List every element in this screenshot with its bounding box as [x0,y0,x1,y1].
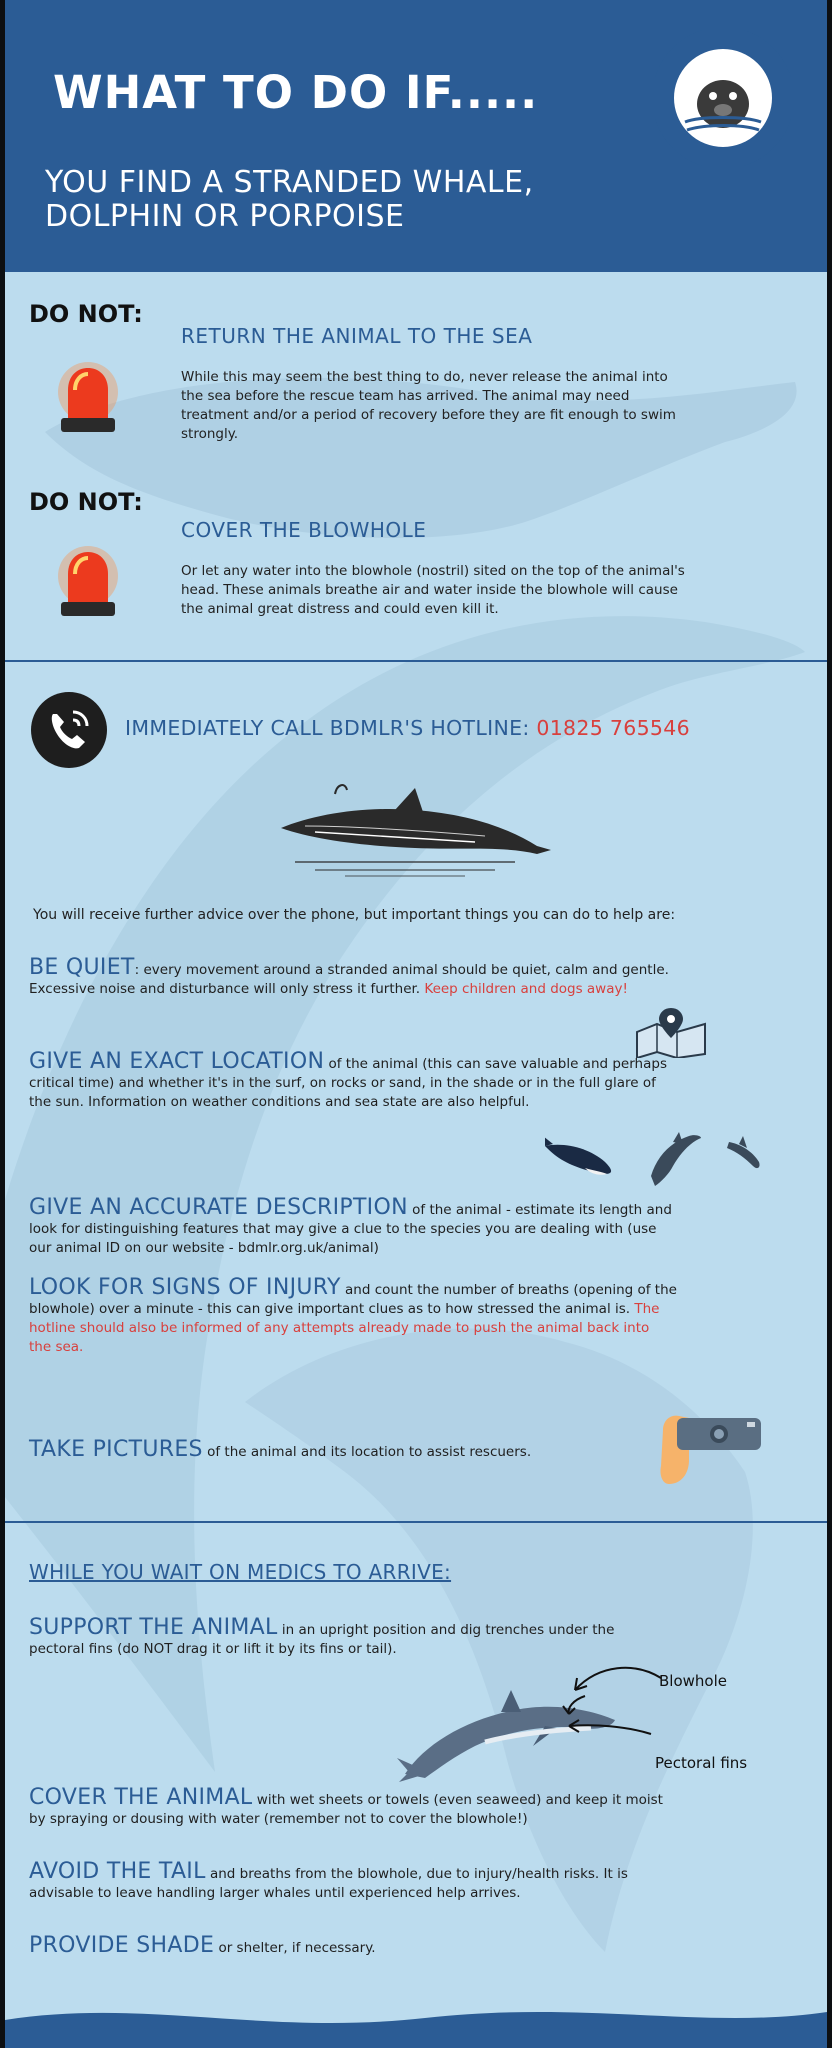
infographic-poster [5,0,827,2048]
tip-keyword: COVER THE ANIMAL [29,1785,253,1810]
tip-text: : every movement around a stranded animal should be quiet, calm and gentle. [134,962,669,978]
intro-text: You will receive further advice over the phone, but important things you can do to help are: [33,907,676,923]
pectoral-fins-label: Pectoral fins [655,1754,748,1772]
tip-line: the sun. Information on weather conditions and sea state are also helpful. [29,1094,530,1110]
do-not-label: DO NOT: [29,300,143,328]
dolphin-illustration [275,776,555,880]
tip-warning: hotline should also be informed of any attempts already made to push the animal back into [29,1320,650,1336]
tip-line: look for distinguishing features that may give a clue to the species you are dealing with (use [29,1221,657,1237]
tip-line: pectoral fins (do NOT drag it or lift it by its fins or tail). [29,1641,397,1657]
tip-line [29,1785,819,1810]
hotline-callout [125,716,690,740]
tip-line [29,1615,819,1640]
body-line: Or let any water into the blowhole (nostril) sited on the top of the animal's [181,563,685,579]
bottom-wave-decoration [5,1990,827,2048]
body-line: the animal great distress and could even kill it. [181,601,499,617]
tip-accurate-description [29,1195,819,1258]
cetacean-species-icons [545,1122,777,1196]
tip-provide-shade [29,1933,819,1958]
tip-line [29,1275,819,1300]
tip-keyword: GIVE AN ACCURATE DESCRIPTION [29,1195,408,1220]
tip-warning: The [634,1301,660,1317]
tip-line [29,980,819,999]
tip-keyword: TAKE PICTURES [29,1437,203,1462]
hotline-number[interactable]: 01825 765546 [536,716,690,740]
subtitle-line: DOLPHIN OR PORPOISE [45,199,405,234]
tip-text: or shelter, if necessary. [214,1940,376,1956]
tip-text: Excessive noise and disturbance will only stress it further. [29,981,425,997]
tip-keyword: SUPPORT THE ANIMAL [29,1615,278,1640]
tip-text: of the animal - estimate its length and [407,1202,672,1218]
tip-line [29,1195,819,1220]
header-banner [5,0,827,272]
tip-take-pictures [29,1437,669,1462]
hotline-label: IMMEDIATELY CALL BDMLR'S HOTLINE: [125,716,537,740]
body-line: strongly. [181,426,239,442]
tip-line [29,1049,819,1074]
bdmlr-logo [655,30,791,166]
tip-line: our animal ID on our website - bdmlr.org.uk/animal) [29,1240,379,1256]
tip-line: by spraying or dousing with water (remember not to cover the blowhole!) [29,1811,528,1827]
tip-line: advisable to leave handling larger whales until experienced help arrives. [29,1885,521,1901]
body-line: While this may seem the best thing to do, never release the animal into [181,369,668,385]
section-divider [5,660,827,662]
subtitle-line: YOU FIND A STRANDED WHALE, [45,165,534,200]
body-line: head. These animals breathe air and water inside the blowhole will cause [181,582,678,598]
tip-warning: Keep children and dogs away! [424,981,628,997]
tip-keyword: LOOK FOR SIGNS OF INJURY [29,1275,341,1300]
do-not-body [181,562,811,619]
section-divider [5,1521,827,1523]
do-not-label: DO NOT: [29,488,143,516]
tip-text: and count the number of breaths (opening of the [340,1282,677,1298]
tip-text: of the animal (this can save valuable and perhaps [324,1056,667,1072]
body-line: the sea before the rescue team has arrived. The animal may need [181,388,630,404]
page-title: WHAT TO DO IF..... [53,66,539,119]
tip-line [29,1859,819,1884]
tip-text: of the animal and its location to assist rescuers. [202,1444,532,1460]
tip-keyword: BE QUIET [29,955,135,980]
pectoral-fins-arrow [565,1714,655,1738]
map-location-icon [633,1006,709,1058]
tip-keyword: PROVIDE SHADE [29,1933,215,1958]
phone-icon [29,690,109,770]
tip-line [29,955,819,980]
tip-line [29,1300,819,1319]
do-not-body [181,368,801,444]
page-subtitle [45,166,534,234]
tip-signs-of-injury [29,1275,819,1357]
tip-support-animal [29,1615,819,1659]
tip-text: in an upright position and dig trenches under the [277,1622,615,1638]
blowhole-label: Blowhole [659,1672,727,1690]
tip-text: with wet sheets or towels (even seaweed) and keep it moist [252,1792,663,1808]
tip-exact-location [29,1049,819,1112]
tip-keyword: AVOID THE TAIL [29,1859,206,1884]
do-not-heading: RETURN THE ANIMAL TO THE SEA [181,324,533,348]
tip-cover-animal [29,1785,819,1829]
tip-keyword: GIVE AN EXACT LOCATION [29,1049,325,1074]
tip-warning: the sea. [29,1339,84,1355]
tip-line: critical time) and whether it's in the surf, on rocks or sand, in the shade or in the full glare of [29,1075,656,1091]
tip-avoid-tail [29,1859,819,1903]
tip-text: blowhole) over a minute - this can give important clues as to how stressed the animal is. [29,1301,635,1317]
do-not-heading: COVER THE BLOWHOLE [181,518,427,542]
warning-siren-icon [53,360,123,440]
tip-text: and breaths from the blowhole, due to injury/health risks. It is [205,1866,628,1882]
warning-siren-icon [53,544,123,624]
camera-photo-icon [655,1400,765,1486]
body-line: treatment and/or a period of recovery before they are fit enough to swim [181,407,676,423]
tip-be-quiet [29,955,819,999]
wait-section-heading: WHILE YOU WAIT ON MEDICS TO ARRIVE: [29,1560,452,1584]
